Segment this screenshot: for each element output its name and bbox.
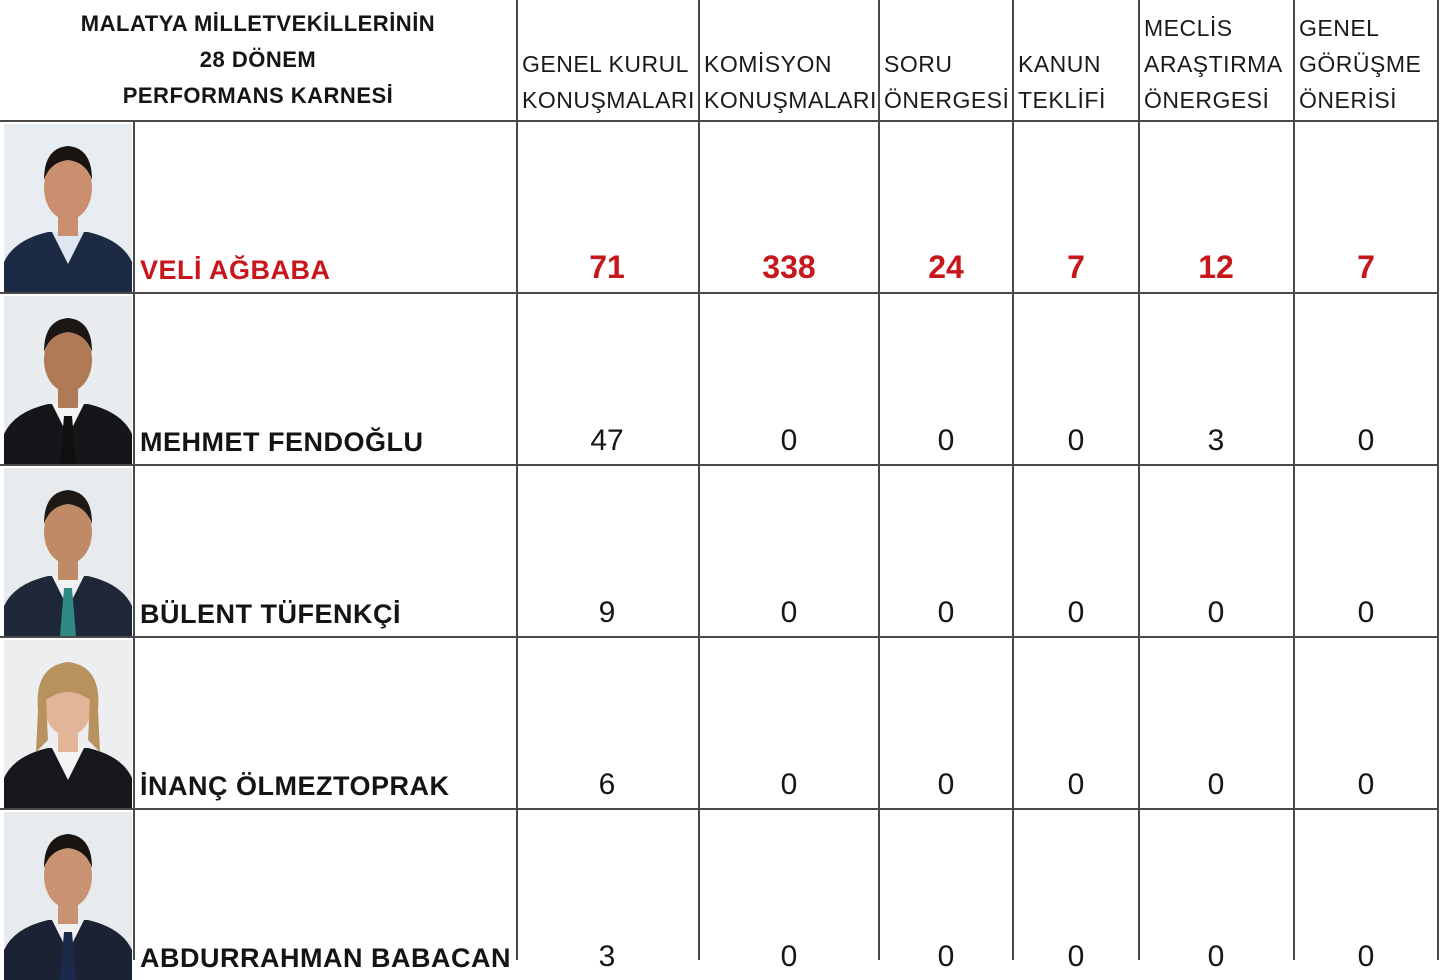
column-header-line: KONUŞMALARI	[704, 87, 877, 113]
row-divider	[0, 808, 1438, 810]
mp-name: İNANÇ ÖLMEZTOPRAK	[140, 771, 450, 801]
column-header-line: SORU	[884, 51, 953, 77]
metric-value: 0	[1067, 940, 1085, 973]
metric-value: 0	[1207, 768, 1225, 801]
mp-photo	[4, 296, 132, 464]
metric-value: 0	[780, 768, 798, 801]
metric-value: 0	[937, 940, 955, 973]
metric-value: 0	[1067, 768, 1085, 801]
mp-photo	[4, 640, 132, 808]
metric-value: 6	[598, 768, 616, 801]
metric-value: 0	[1067, 596, 1085, 629]
mp-photo	[4, 468, 132, 636]
title-line-3: PERFORMANS KARNESİ	[122, 83, 394, 108]
metric-value: 7	[1357, 249, 1375, 285]
table-row	[0, 120, 1440, 292]
column-divider	[698, 0, 700, 960]
column-divider	[878, 0, 880, 960]
column-header-line: ÖNERGESİ	[1144, 87, 1270, 113]
column-header-line: KOMİSYON	[704, 51, 832, 77]
row-divider	[0, 120, 1438, 122]
metric-value: 3	[598, 940, 616, 973]
row-divider	[0, 464, 1438, 466]
metric-value: 0	[780, 424, 798, 457]
metric-value: 0	[780, 596, 798, 629]
row-divider	[0, 292, 1438, 294]
metric-value: 0	[1207, 596, 1225, 629]
table-row	[0, 464, 1440, 636]
metric-value: 9	[598, 596, 616, 629]
column-header-line: ÖNERİSİ	[1299, 87, 1398, 113]
metric-value: 0	[937, 768, 955, 801]
column-divider	[1437, 0, 1439, 960]
mp-photo	[4, 812, 132, 980]
table-row	[0, 636, 1440, 808]
column-header-genel-gorusme	[1294, 0, 1438, 120]
metric-value: 0	[780, 940, 798, 973]
metric-value: 0	[937, 424, 955, 457]
column-divider	[1138, 0, 1140, 960]
mp-photo	[4, 124, 132, 292]
column-header-line: GENEL	[1299, 15, 1380, 41]
metric-value: 0	[1067, 424, 1085, 457]
metric-value: 71	[589, 249, 625, 285]
metric-value: 12	[1198, 249, 1234, 285]
metric-value: 47	[590, 424, 624, 457]
column-header-line: TEKLİFİ	[1018, 87, 1106, 113]
column-divider	[516, 0, 518, 960]
metric-value: 0	[1357, 596, 1375, 629]
column-header-line: GÖRÜŞME	[1299, 51, 1422, 77]
title-line-1: MALATYA MİLLETVEKİLLERİNİN	[80, 11, 436, 36]
column-header-line: ÖNERGESİ	[884, 87, 1010, 113]
mp-name: VELİ AĞBABA	[140, 255, 331, 285]
metric-value: 7	[1067, 249, 1085, 285]
column-header-kanun-teklifi	[1013, 0, 1138, 120]
column-header-line: MECLİS	[1144, 15, 1233, 41]
table-row	[0, 808, 1440, 980]
metric-value: 0	[937, 596, 955, 629]
table-row	[0, 292, 1440, 464]
mp-name: MEHMET FENDOĞLU	[140, 427, 424, 457]
column-header-line: KANUN	[1018, 51, 1102, 77]
column-header-soru-onergesi	[879, 0, 1012, 120]
column-header-line: KONUŞMALARI	[522, 87, 695, 113]
metric-value: 0	[1207, 940, 1225, 973]
column-divider	[1012, 0, 1014, 960]
column-header-genel-kurul	[517, 0, 698, 120]
column-header-komisyon	[699, 0, 878, 120]
metric-value: 24	[928, 249, 964, 285]
mp-name: BÜLENT TÜFENKÇİ	[140, 599, 401, 629]
metric-value: 3	[1207, 424, 1225, 457]
column-header-line: GENEL KURUL	[522, 51, 689, 77]
metric-value: 0	[1357, 940, 1375, 973]
column-divider	[1293, 0, 1295, 960]
title-line-2: 28 DÖNEM	[199, 47, 317, 72]
column-header-line: ARAŞTIRMA	[1144, 51, 1283, 77]
metric-value: 0	[1357, 424, 1375, 457]
metric-value: 0	[1357, 768, 1375, 801]
table-title	[0, 0, 516, 120]
metric-value: 338	[762, 249, 816, 285]
row-divider	[0, 636, 1438, 638]
column-header-meclis-arastirma	[1139, 0, 1293, 120]
column-divider	[133, 120, 135, 960]
mp-name: ABDURRAHMAN BABACAN	[140, 943, 511, 973]
